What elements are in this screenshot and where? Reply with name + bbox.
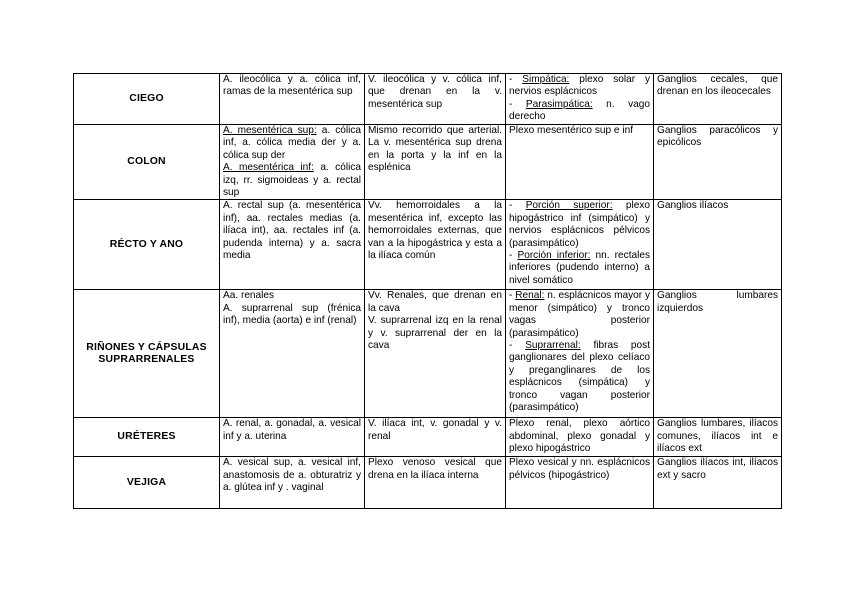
cell-line: Plexo renal, plexo aórtico abdominal, plexo gonadal y plexo hipogástrico <box>509 418 650 455</box>
bullet-prefix: - <box>509 340 526 352</box>
cell-text: a. cólica izq, rr. sigmoideas y a. rectal sup <box>223 162 361 199</box>
cell-text: plexo hipogástrico inf (simpático) y nervios esplácnicos pélvicos (parasimpático) <box>509 200 650 249</box>
cell-line: A. renal, a. gonadal, a. vesical inf y a. uterina <box>223 418 361 442</box>
cell-line <box>509 99 650 124</box>
lymph-nodes-cell <box>654 125 782 200</box>
table-body <box>74 74 782 509</box>
bullet-prefix: - <box>509 74 523 85</box>
bullet-prefix: - <box>509 290 516 302</box>
cell-text: plexo solar y nervios esplácnicos <box>509 74 651 98</box>
underlined-heading: A. mesentérica sup: <box>223 125 317 136</box>
cell-text: n. vago derecho <box>509 98 650 123</box>
table-row <box>74 200 782 290</box>
cell-line: Aa. renales <box>223 290 275 302</box>
bullet-prefix: - <box>509 200 526 212</box>
underlined-heading: Porción inferior: <box>517 250 591 262</box>
drainage-cell <box>365 457 506 509</box>
cell-text: n. esplácnicos mayor y menor (simpático) y tronco vagas posterior (parasimpático) <box>509 290 650 339</box>
organ-cell: URÉTERES <box>74 418 220 457</box>
cell-line: Plexo mesentérico sup e inf <box>509 125 633 136</box>
cell-line: V. ilíaca int, v. gonadal y v. renal <box>368 418 502 442</box>
cell-line: A. vesical sup, a. vesical inf, anastomosis de a. obturatriz y a. glútea inf y . vaginal <box>223 457 361 494</box>
cell-line: Ganglios ilíacos int, ilíacos ext y sacro <box>657 457 778 481</box>
anatomy-table <box>73 73 782 509</box>
drainage-cell <box>365 200 506 290</box>
cell-line: Ganglios paracólicos y epicólicos <box>657 125 778 149</box>
cell-line: Ganglios lumbares izquierdos <box>657 290 778 314</box>
table-row <box>74 125 782 200</box>
table-row <box>74 418 782 457</box>
cell-line <box>509 200 650 250</box>
table-row <box>74 457 782 509</box>
drainage-cell <box>365 74 506 125</box>
cell-line <box>509 250 650 287</box>
organ-cell: RÉCTO Y ANO <box>74 200 220 290</box>
irrigation-cell <box>220 74 365 125</box>
cell-text: a. cólica inf, a. cólica media der y a. cólica sup der <box>223 125 361 161</box>
cell-line: Ganglios ilíacos <box>657 200 729 212</box>
underlined-heading: Parasimpática: <box>525 98 593 110</box>
organ-cell: VEJIGA <box>74 457 220 509</box>
underlined-heading: Suprarrenal: <box>525 340 581 352</box>
cell-line: Plexo venoso vesical que drena en la ilíaca interna <box>368 457 502 481</box>
organ-cell: CIEGO <box>74 74 220 125</box>
bullet-prefix: - <box>509 98 526 110</box>
innervation-cell <box>506 74 654 125</box>
lymph-nodes-cell <box>654 200 782 290</box>
organ-cell: RIÑONES Y CÁPSULAS SUPRARRENALES <box>74 290 220 418</box>
cell-line: Ganglios cecales, que drenan en los ileocecales <box>657 74 778 98</box>
cell-line: Vv. hemorroidales a la mesentérica inf, excepto las hemorroidales externas, que van a la hipogástrica y esta a la ilíaca común <box>368 200 502 262</box>
irrigation-cell <box>220 200 365 290</box>
cell-line: Ganglios lumbares, ilíacos comunes, ilíacos int e ilíacos ext <box>657 418 778 455</box>
lymph-nodes-cell <box>654 74 782 125</box>
irrigation-cell <box>220 418 365 457</box>
cell-line: Plexo vesical y nn. esplácnicos pélvicos (hipogástrico) <box>509 457 650 481</box>
lymph-nodes-cell <box>654 418 782 457</box>
cell-line: Vv. Renales, que drenan en la cava <box>368 290 502 314</box>
underlined-heading: A. mesentérica inf: <box>223 162 314 174</box>
cell-line <box>509 340 650 414</box>
irrigation-cell <box>220 290 365 418</box>
table-row <box>74 74 782 125</box>
cell-line: A. suprarrenal sup (frénica inf), media (aorta) e inf (renal) <box>223 302 361 327</box>
cell-line <box>509 74 650 99</box>
lymph-nodes-cell <box>654 290 782 418</box>
drainage-cell <box>365 418 506 457</box>
drainage-cell <box>365 290 506 418</box>
irrigation-cell <box>220 125 365 200</box>
cell-line <box>223 162 361 199</box>
cell-line: Mismo recorrido que arterial. La v. mesentérica sup drena en la porta y la inf en la esplénica <box>368 125 502 174</box>
cell-text: fibras post ganglionares del plexo celíaco y preganglinares de los esplácnicos (simpática) y tronco vagan posterior (parasimpático) <box>509 340 650 414</box>
bullet-prefix: - <box>509 250 518 262</box>
innervation-cell <box>506 290 654 418</box>
cell-line: V. ileocólica y v. cólica inf, que drenan en la v. mesentérica sup <box>368 74 502 110</box>
organ-cell: COLON <box>74 125 220 200</box>
innervation-cell <box>506 418 654 457</box>
cell-line <box>509 290 650 340</box>
irrigation-cell <box>220 457 365 509</box>
cell-line: A. rectal sup (a. mesentérica inf), aa. rectales medias (a. ilíaca int), aa. rectales inf (a. pudenda interna) y a. sacra media <box>223 200 361 262</box>
cell-text: nn. rectales inferiores (pudendo interno) a nivel somático <box>509 250 651 286</box>
lymph-nodes-cell <box>654 457 782 509</box>
underlined-heading: Porción superior: <box>525 200 613 212</box>
cell-line: A. ileocólica y a. cólica inf, ramas de la mesentérica sup <box>223 74 361 98</box>
cell-line <box>223 125 361 162</box>
innervation-cell <box>506 200 654 290</box>
underlined-heading: Simpática: <box>522 74 570 85</box>
cell-line: V. suprarrenal izq en la renal y v. suprarrenal der en la cava <box>368 315 502 352</box>
innervation-cell <box>506 125 654 200</box>
table-row <box>74 290 782 418</box>
innervation-cell <box>506 457 654 509</box>
underlined-heading: Renal: <box>515 290 545 302</box>
drainage-cell <box>365 125 506 200</box>
